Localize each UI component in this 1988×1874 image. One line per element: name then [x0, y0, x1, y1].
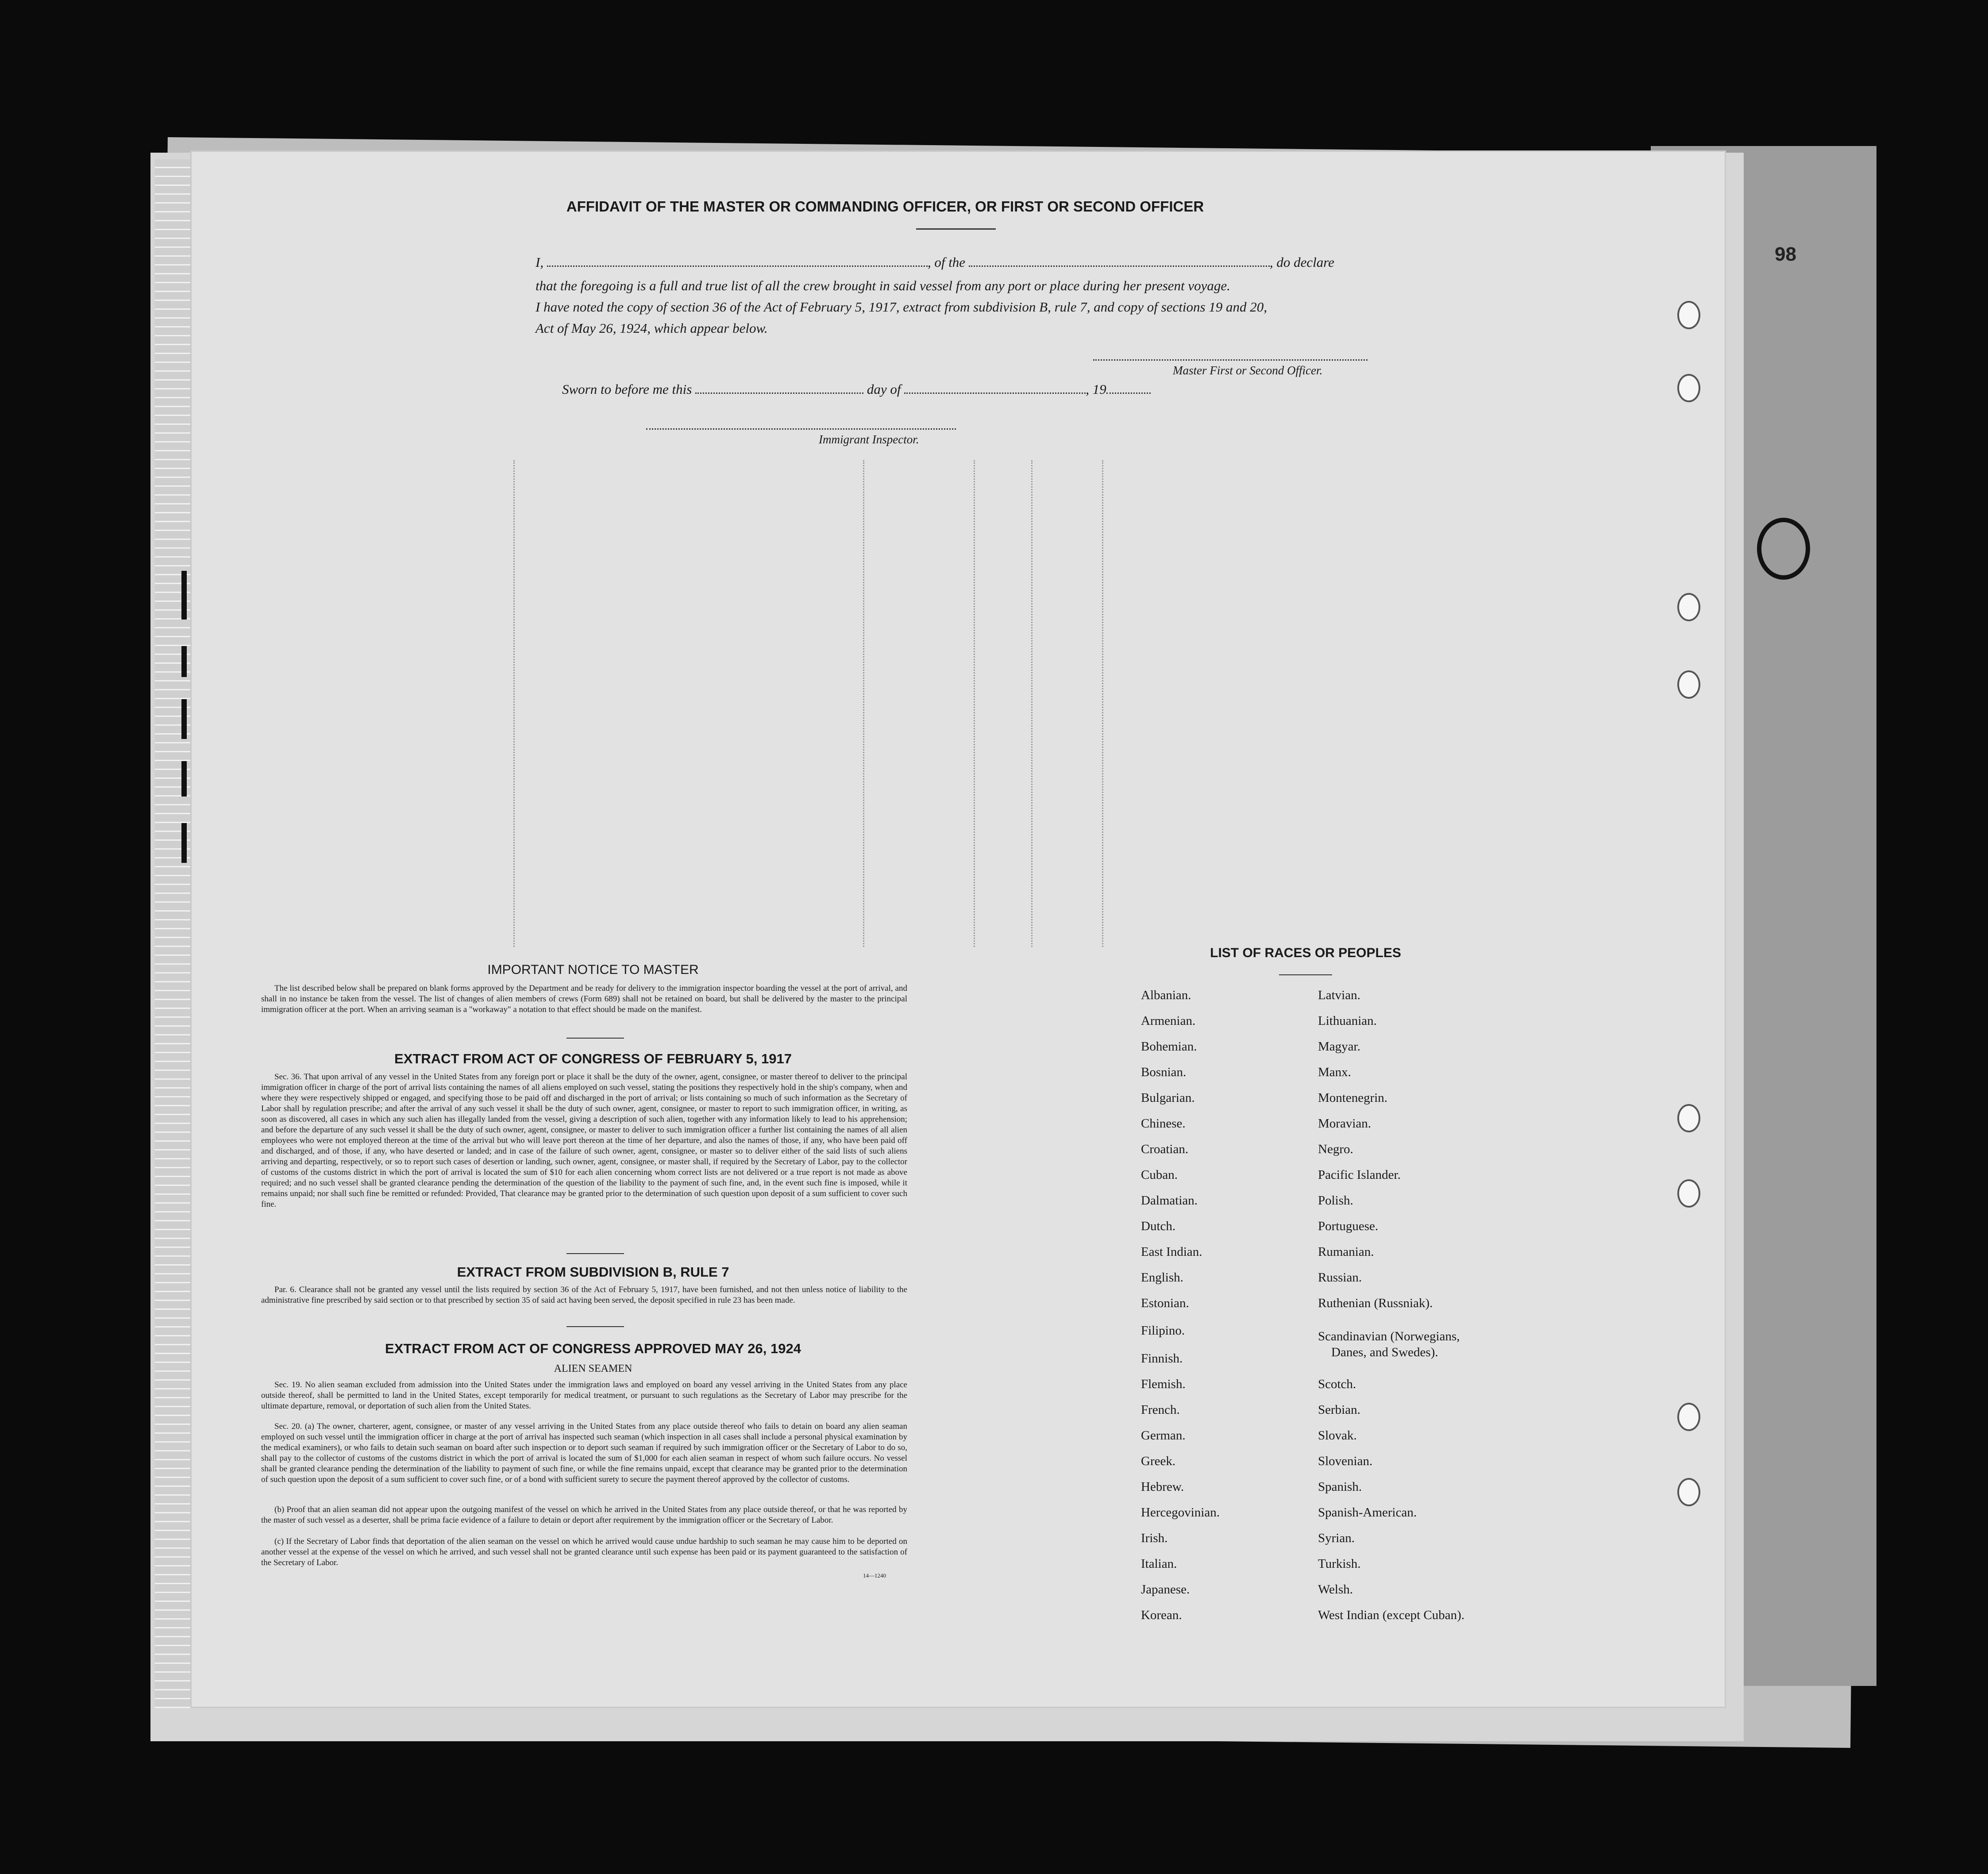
- page-edges: [155, 159, 190, 1708]
- day-of-label: day of: [867, 381, 901, 397]
- alien-seamen-subtitle: ALIEN SEAMEN: [554, 1363, 632, 1374]
- faint-rule: [1102, 460, 1103, 947]
- race-item: Japanese.: [1141, 1582, 1190, 1597]
- race-item: Russian.: [1318, 1270, 1362, 1285]
- race-item: Syrian.: [1318, 1531, 1355, 1545]
- circle-mark-icon: [1753, 513, 1815, 584]
- race-item: Dutch.: [1141, 1219, 1176, 1233]
- race-item: West Indian (except Cuban).: [1318, 1608, 1465, 1622]
- faint-rule: [863, 460, 864, 947]
- race-item: French.: [1141, 1403, 1180, 1417]
- race-item: Croatian.: [1141, 1142, 1189, 1156]
- binder-hole-icon: [1677, 670, 1700, 699]
- page-number: 98: [1775, 243, 1796, 265]
- race-item: Slovenian.: [1318, 1454, 1373, 1468]
- affidavit-line-1: [536, 254, 1334, 270]
- race-item: Chinese.: [1141, 1116, 1186, 1131]
- races-title: LIST OF RACES OR PEOPLES: [1210, 946, 1401, 960]
- race-item: Bohemian.: [1141, 1039, 1197, 1054]
- race-item: Italian.: [1141, 1557, 1177, 1571]
- year-label: , 19: [1086, 381, 1106, 397]
- race-item: Estonian.: [1141, 1296, 1189, 1310]
- sec20b-text: (b) Proof that an alien seaman did not appear upon the outgoing manifest of the vessel on which he arrived in the United States from any place outside thereof, or that he was reported by the master of such vessel as a deserter, shall be prima facie evidence of a failure to detain or deport after requirement by the immigration officer or the Secretary of Labor.: [261, 1505, 907, 1525]
- extract-1924-title: EXTRACT FROM ACT OF CONGRESS APPROVED MAY 26, 1924: [385, 1341, 801, 1356]
- notice-text: The list described below shall be prepared on blank forms approved by the Department and be ready for delivery to the immigration inspector boarding the vessel at the port of arrival, and shall in no instance be taken from the vessel. The list of changes of alien members of crews (Form 689) shall not be retained on board, but shall be delivered by the master to the principal immigration officer at the port. When an arriving seaman is a "workaway" a notation to that effect should be made on the manifest.: [261, 984, 907, 1014]
- divider: [566, 1326, 624, 1327]
- vessel-blank[interactable]: [969, 266, 1270, 267]
- extract-1917-text: Sec. 36. That upon arrival of any vessel in the United States from any foreign port or place it shall be the duty of the owner, agent, consignee, or master thereof to deliver to the principal immigration officer in charge of the port of arrival lists containing the names of all aliens employed on such vessel, stating the positions they respectively hold in the ship's company, when and where they were respectively shipped or engaged, and specifying those to be paid off and discharged in the port of arrival; or lists containing so much of such information as the Secretary of Labor shall by regulation prescribe; and after the arrival of any such vessel it shall be the duty of such owner, agent, consignee, or master to report to such immigration officer, in writing, as soon as discovered, all cases in which any such alien has illegally landed from the vessel, giving a description of such alien, together with any information likely to lead to his apprehension; and before the departure of any such vessel it shall be the duty of such owner, agent, consignee, or master to deliver to such immigration officer a further list containing the names of all alien employees who were not employed thereon at the time of the arrival but who will leave port thereon at the time of her departure, and also the names of those, if any, who have been paid off and discharged, and of those, if any, who have deserted or landed; and in case of the failure of such owner, agent, consignee, or master so to deliver either of the said lists of such aliens arriving and departing, respectively, or so to report such cases of desertion or landing, such owner, agent, consignee, or master shall, if required by the Secretary of Labor, pay to the collector of customs of the customs district in which the port of arrival is located the sum of $10 for each alien concerning whom correct lists are not delivered or a true report is not made as above required; and no such vessel shall be granted clearance pending the determination of the question of the liability to the payment of such fine, and, in the event such fine is imposed, while it remains unpaid; nor shall such fine be remitted or refunded: Provided, That clearance may be granted prior to the determination of such question upon deposit of a sum sufficient to cover such fine.: [261, 1072, 907, 1209]
- race-item: East Indian.: [1141, 1245, 1202, 1259]
- race-item: Serbian.: [1318, 1403, 1360, 1417]
- sec20a-text: Sec. 20. (a) The owner, charterer, agent, consignee, or master of any vessel arriving in the United States from any place outside thereof who fails to detain on board any alien seaman employed on such vessel until the immigration officer in charge at the port of arrival has inspected such seaman (which inspection in all cases shall include a personal physical examination by the medical examiners), or who fails to detain such seaman on board after such inspection or to deport such seaman if required by such immigration officer or the Secretary of Labor to do so, shall pay to the collector of customs of the customs district in which the port of arrival is located the sum of $1,000 for each alien seaman in respect of whom such failure occurs. No vessel shall be granted clearance pending the determination of the liability to payment of such fine, or while the fine remains unpaid, except that clearance may be granted prior to the determination of such question upon the deposit of a sum sufficient to cover such fine, or of a bond with sufficient surety to secure the payment thereof approved by the collector of customs.: [261, 1422, 907, 1484]
- race-item: Rumanian.: [1318, 1245, 1374, 1259]
- signature-line[interactable]: [1093, 359, 1368, 362]
- signature-label: Master First or Second Officer.: [1173, 364, 1323, 377]
- race-item: Moravian.: [1318, 1116, 1371, 1131]
- edge-mark: [181, 571, 187, 620]
- binder-hole-icon: [1677, 593, 1700, 621]
- race-item: Bulgarian.: [1141, 1091, 1195, 1105]
- race-item: Hebrew.: [1141, 1480, 1184, 1494]
- affidavit-line-4: Act of May 26, 1924, which appear below.: [536, 320, 768, 336]
- race-item: Flemish.: [1141, 1377, 1186, 1391]
- extract-1917-title: EXTRACT FROM ACT OF CONGRESS OF FEBRUARY 5, 1917: [394, 1051, 792, 1066]
- divider: [1279, 974, 1332, 975]
- race-item: Albanian.: [1141, 988, 1191, 1002]
- affidavit-of-the: , of the: [927, 254, 966, 270]
- extract-rule7-title: EXTRACT FROM SUBDIVISION B, RULE 7: [457, 1264, 729, 1280]
- race-item: English.: [1141, 1270, 1183, 1285]
- faint-rule: [974, 460, 975, 947]
- race-item: Montenegrin.: [1318, 1091, 1388, 1105]
- race-item: Hercegovinian.: [1141, 1505, 1220, 1520]
- race-item: Korean.: [1141, 1608, 1182, 1622]
- divider: [916, 228, 996, 230]
- race-item: Slovak.: [1318, 1428, 1357, 1443]
- race-item: Latvian.: [1318, 988, 1360, 1002]
- name-blank[interactable]: [547, 266, 928, 267]
- race-item: Lithuanian.: [1318, 1014, 1377, 1028]
- inspector-line[interactable]: [646, 428, 956, 431]
- edge-mark: [181, 646, 187, 677]
- sec19-text: Sec. 19. No alien seaman excluded from admission into the United States under the immigration laws and employed on board any vessel arriving in the United States from any place outside thereof, shall be permitted to land in the United States, except temporarily for medical treatment, or pursuant to such regulations as the Secretary of Labor may prescribe for the ultimate departure, removal, or deportation of such alien from the United States.: [261, 1380, 907, 1411]
- faint-rule: [513, 460, 515, 947]
- faint-rule: [1031, 460, 1033, 947]
- race-item: Turkish.: [1318, 1557, 1361, 1571]
- race-item: Danes, and Swedes).: [1331, 1345, 1438, 1359]
- race-item: Spanish-American.: [1318, 1505, 1417, 1520]
- race-item: Dalmatian.: [1141, 1193, 1198, 1208]
- notice-title: IMPORTANT NOTICE TO MASTER: [487, 962, 699, 977]
- race-item: Polish.: [1318, 1193, 1353, 1208]
- race-item: Scandinavian (Norwegians,: [1318, 1329, 1460, 1343]
- race-item: Magyar.: [1318, 1039, 1360, 1054]
- sworn-month-blank[interactable]: [904, 393, 1086, 394]
- race-item: German.: [1141, 1428, 1186, 1443]
- race-item: Bosnian.: [1141, 1065, 1187, 1079]
- sworn-line: [562, 381, 1151, 397]
- binder-hole-icon: [1677, 374, 1700, 402]
- inspector-label: Immigrant Inspector.: [819, 433, 919, 446]
- divider: [566, 1253, 624, 1254]
- edge-mark: [181, 823, 187, 863]
- year-blank[interactable]: [1106, 393, 1151, 394]
- race-item: Manx.: [1318, 1065, 1351, 1079]
- divider: [566, 1038, 624, 1039]
- race-item: Spanish.: [1318, 1480, 1362, 1494]
- race-item: Pacific Islander.: [1318, 1168, 1401, 1182]
- race-item: Scotch.: [1318, 1377, 1356, 1391]
- sec20c-text: (c) If the Secretary of Labor finds that deportation of the alien seaman on the vessel on which he arrived would cause undue hardship to such seaman he may cause him to be deported on another vessel at the expense of the vessel on which he arrived, and such vessel shall not be granted clearance until such expense has been paid or its payment guaranteed to the satisfaction of the Secretary of Labor.: [261, 1537, 907, 1567]
- affidavit-title: AFFIDAVIT OF THE MASTER OR COMMANDING OFFICER, OR FIRST OR SECOND OFFICER: [566, 198, 1204, 215]
- race-item: Negro.: [1318, 1142, 1353, 1156]
- binder-hole-icon: [1677, 1179, 1700, 1208]
- edge-mark: [181, 699, 187, 739]
- race-item: Portuguese.: [1318, 1219, 1379, 1233]
- race-item: Filipino.: [1141, 1324, 1185, 1338]
- affidavit-line-2: that the foregoing is a full and true list of all the crew brought in said vessel from any port or place during her present voyage.: [536, 278, 1230, 293]
- form-code: 14—1240: [863, 1572, 886, 1579]
- sworn-label: Sworn to before me this: [562, 381, 692, 397]
- edge-mark: [181, 761, 187, 797]
- race-item: Armenian.: [1141, 1014, 1196, 1028]
- race-item: Cuban.: [1141, 1168, 1178, 1182]
- race-item: Greek.: [1141, 1454, 1176, 1468]
- race-item: Irish.: [1141, 1531, 1168, 1545]
- race-item: Finnish.: [1141, 1351, 1183, 1366]
- race-item: Ruthenian (Russniak).: [1318, 1296, 1433, 1310]
- affidavit-declare: , do declare: [1269, 254, 1334, 270]
- binder-hole-icon: [1677, 1403, 1700, 1431]
- binder-hole-icon: [1677, 1104, 1700, 1132]
- sworn-day-blank[interactable]: [695, 393, 863, 394]
- affidavit-i: I,: [536, 254, 544, 270]
- race-item: Welsh.: [1318, 1582, 1353, 1597]
- binder-hole-icon: [1677, 301, 1700, 329]
- affidavit-line-3: I have noted the copy of section 36 of the Act of February 5, 1917, extract from subdivision B, rule 7, and copy of sections 19 and 20,: [536, 299, 1268, 315]
- binder-hole-icon: [1677, 1478, 1700, 1506]
- extract-rule7-text: Par. 6. Clearance shall not be granted any vessel until the lists required by section 36 of the Act of February 5, 1917, have been furnished, and not then unless notice of liability to the administrative fine prescribed by said section or to that prescribed by section 35 of said act having been served, the deposit specified in rule 23 has been made.: [261, 1285, 907, 1305]
